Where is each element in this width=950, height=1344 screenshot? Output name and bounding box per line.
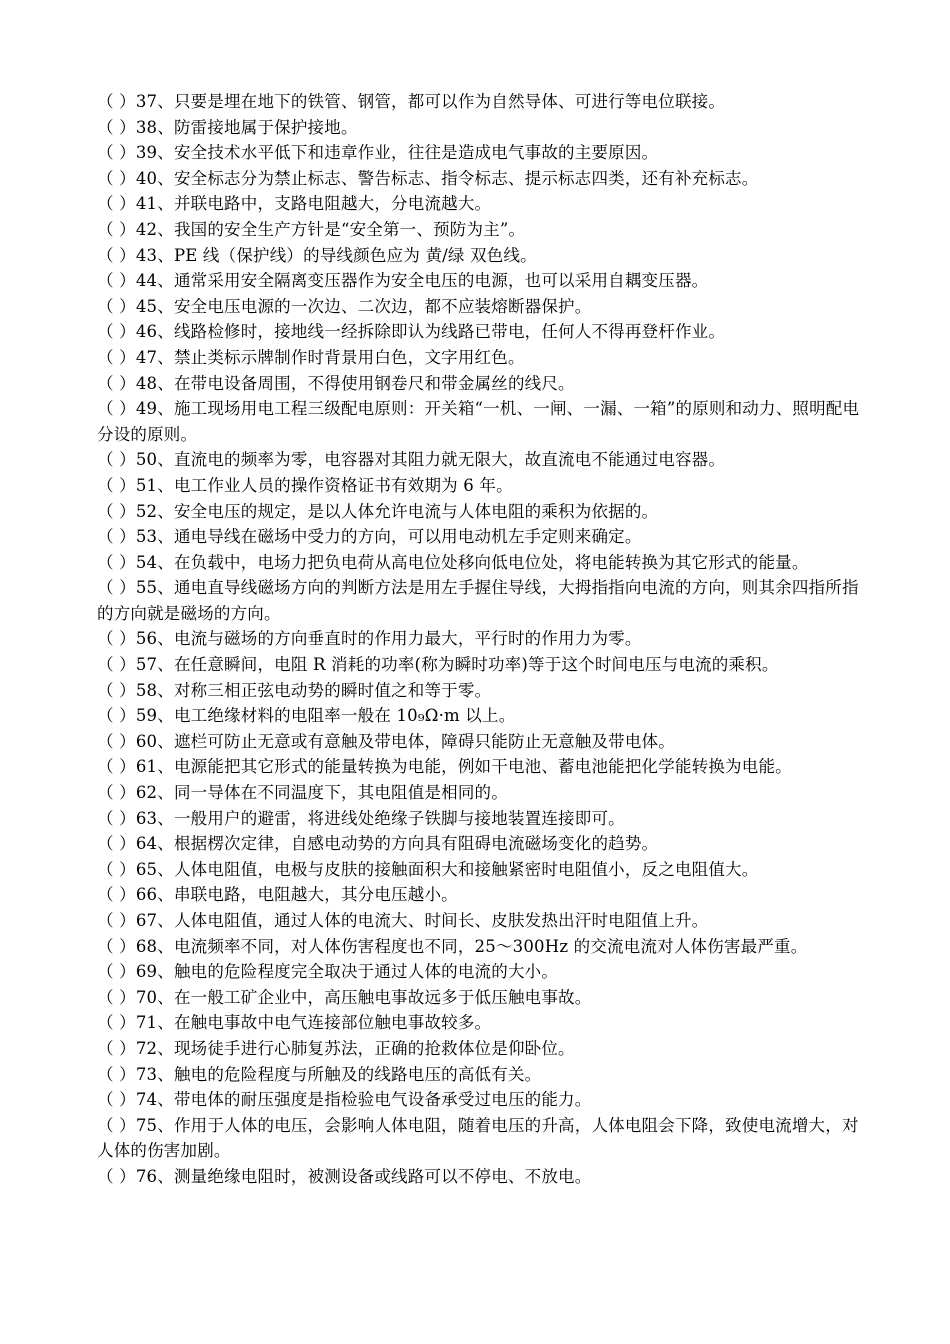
question-item: （ ）58、对称三相正弦电动势的瞬时值之和等于零。 (97, 680, 492, 700)
question-item: （ ）59、电工绝缘材料的电阻率一般在 10₉Ω·m 以上。 (97, 706, 516, 726)
question-item: （ ）49、施工现场用电工程三级配电原则：开关箱“一机、一闸、一漏、一箱”的原则和动力、照明配电分设的原则。 (97, 399, 860, 444)
question-item: （ ）43、PE 线（保护线）的导线颜色应为 黄/绿 双色线。 (97, 245, 537, 265)
question-item: （ ）72、现场徒手进行心肺复苏法，正确的抢救体位是仰卧位。 (97, 1038, 575, 1058)
question-item: （ ）42、我国的安全生产方针是“安全第一、预防为主”。 (97, 219, 526, 239)
question-item: （ ）38、防雷接地属于保护接地。 (97, 117, 358, 137)
question-item: （ ）70、在一般工矿企业中，高压触电事故远多于低压触电事故。 (97, 987, 592, 1007)
question-item: （ ）37、只要是埋在地下的铁管、钢管，都可以作为自然导体、可进行等电位联接。 (97, 92, 726, 111)
question-item: （ ）44、通常采用安全隔离变压器作为安全电压的电源，也可以采用自耦变压器。 (97, 271, 709, 291)
question-item: （ ）61、电源能把其它形式的能量转换为电能，例如干电池、蓄电池能把化学能转换为电能。 (97, 757, 792, 777)
question-item: （ ）45、安全电压电源的一次边、二次边，都不应装熔断器保护。 (97, 296, 592, 316)
question-list (97, 89, 867, 1190)
question-item: （ ）46、线路检修时，接地线一经拆除即认为线路已带电，任何人不得再登杆作业。 (97, 322, 726, 342)
question-item: （ ）47、禁止类标示牌制作时背景用白色，文字用红色。 (97, 347, 525, 367)
question-item: （ ）56、电流与磁场的方向垂直时的作用力最大，平行时的作用力为零。 (97, 629, 642, 649)
question-item: （ ）75、作用于人体的电压，会影响人体电阻，随着电压的升高，人体电阻会下降，致使电流增大，对人体的伤害加剧。 (97, 1115, 859, 1161)
question-item: （ ）73、触电的危险程度与所触及的线路电压的高低有关。 (97, 1064, 542, 1084)
question-item: （ ）63、一般用户的避雷，将进线处绝缘子铁脚与接地装置连接即可。 (97, 808, 625, 828)
question-item: （ ）54、在负载中，电场力把负电荷从高电位处移向低电位处，将电能转换为其它形式的能量。 (97, 552, 809, 572)
question-item: （ ）48、在带电设备周围，不得使用钢卷尺和带金属丝的线尺。 (97, 373, 575, 393)
question-item: （ ）71、在触电事故中电气连接部位触电事故较多。 (97, 1013, 492, 1033)
question-item: （ ）69、触电的危险程度完全取决于通过人体的电流的大小。 (97, 962, 559, 982)
question-item: （ ）40、安全标志分为禁止标志、警告标志、指令标志、提示标志四类，还有补充标志。 (97, 168, 759, 188)
question-item: （ ）68、电流频率不同，对人体伤害程度也不同，25～300Hz 的交流电流对人体伤害最严重。 (97, 936, 808, 956)
question-item: （ ）53、通电导线在磁场中受力的方向，可以用电动机左手定则来确定。 (97, 527, 642, 547)
question-item: （ ）51、电工作业人员的操作资格证书有效期为 6 年。 (97, 475, 513, 495)
question-item: （ ）62、同一导体在不同温度下，其电阻值是相同的。 (97, 783, 508, 803)
question-item: （ ）60、遮栏可防止无意或有意触及带电体，障碍只能防止无意触及带电体。 (97, 731, 675, 751)
question-item: （ ）55、通电直导线磁场方向的判断方法是用左手握住导线，大拇指指向电流的方向，则其余四指所指的方向就是磁场的方向。 (97, 578, 859, 623)
question-item: （ ）66、串联电路，电阻越大，其分电压越小。 (97, 885, 458, 905)
question-item: （ ）39、安全技术水平低下和违章作业，往往是造成电气事故的主要原因。 (97, 143, 659, 163)
question-item: （ ）64、根据楞次定律，自感电动势的方向具有阻碍电流磁场变化的趋势。 (97, 834, 659, 854)
question-item: （ ）52、安全电压的规定，是以人体允许电流与人体电阻的乘积为依据的。 (97, 501, 659, 521)
question-item: （ ）57、在任意瞬间，电阻 R 消耗的功率(称为瞬时功率)等于这个时间电压与电流的乘积。 (97, 655, 779, 675)
question-item: （ ）74、带电体的耐压强度是指检验电气设备承受过电压的能力。 (97, 1090, 592, 1110)
question-item: （ ）67、人体电阻值，通过人体的电流大、时间长、皮肤发热出汗时电阻值上升。 (97, 911, 709, 930)
question-item: （ ）50、直流电的频率为零，电容器对其阻力就无限大，故直流电不能通过电容器。 (97, 450, 726, 470)
question-item: （ ）41、并联电路中，支路电阻越大，分电流越大。 (97, 194, 492, 214)
question-item: （ ）76、测量绝缘电阻时，被测设备或线路可以不停电、不放电。 (97, 1166, 592, 1186)
question-item: （ ）65、人体电阻值，电极与皮肤的接触面积大和接触紧密时电阻值小，反之电阻值大。 (97, 859, 759, 879)
